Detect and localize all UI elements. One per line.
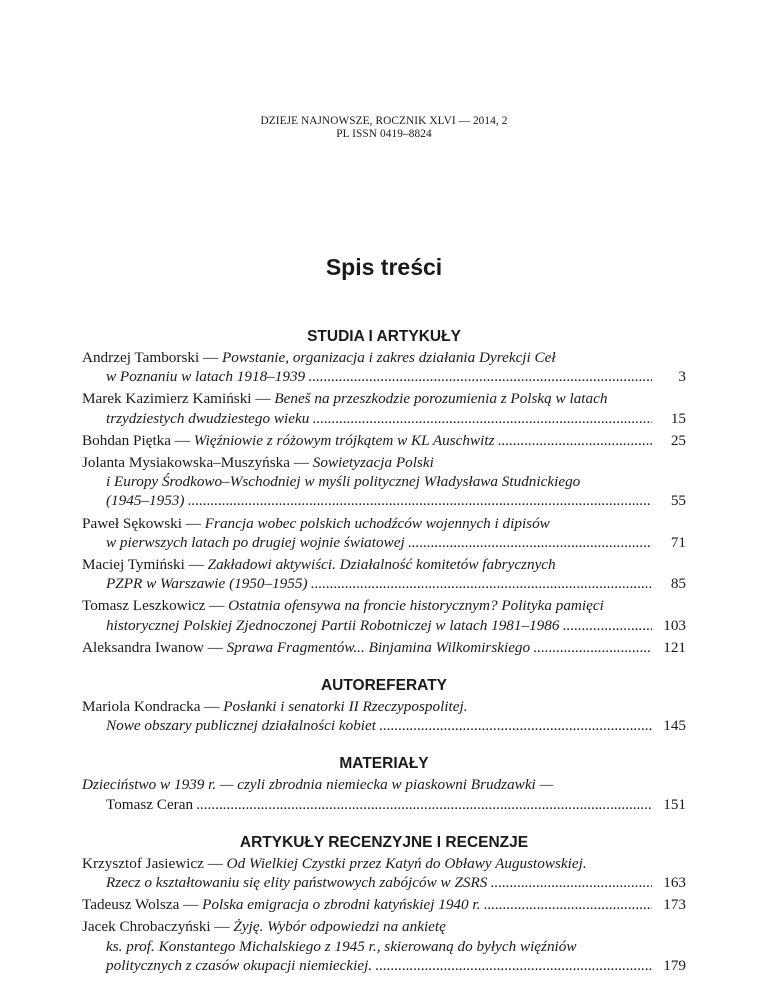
entry-title: Beneš na przeszkodzie porozumienia z Polską w latach <box>274 390 608 408</box>
dot-leader <box>375 956 652 975</box>
dot-leader <box>311 574 652 593</box>
page-number: 85 <box>670 575 686 593</box>
entry-line <box>82 638 686 657</box>
entry-author: Tadeusz Wolsza — <box>82 896 203 914</box>
dot-leader <box>497 431 652 450</box>
toc-entry <box>82 697 686 735</box>
toc-entry <box>82 348 686 386</box>
entry-author: Maciej Tymiński — <box>82 556 208 574</box>
running-head <box>0 115 768 141</box>
section-heading: ARTYKUŁY RECENZYJNE I RECENZJE <box>239 833 529 851</box>
entry-line <box>82 917 686 936</box>
entry-text <box>82 775 553 794</box>
entry-line <box>82 389 686 408</box>
toc-entry <box>82 917 686 975</box>
entry-title: Zakładowi aktywiści. Działalność komitetów fabrycznych <box>207 556 556 574</box>
toc-entry <box>82 638 686 657</box>
dot-leader <box>312 409 652 428</box>
entry-title: (1945–1953) <box>106 492 185 510</box>
page-number: 179 <box>663 956 686 974</box>
entry-text <box>82 895 480 914</box>
page-number: 121 <box>663 638 686 656</box>
page-number: 163 <box>663 874 686 892</box>
entry-line <box>82 472 686 491</box>
issn-line: PL ISSN 0419–8824 <box>336 128 432 140</box>
entry-text <box>82 453 434 472</box>
entry-line <box>82 431 686 450</box>
entry-line <box>82 348 686 367</box>
entry-text <box>82 514 550 533</box>
entry-line <box>82 873 686 892</box>
section-heading: STUDIA I ARTYKUŁY <box>307 328 461 345</box>
entry-text <box>82 697 468 716</box>
dot-leader <box>379 716 652 735</box>
toc-entry <box>82 854 686 892</box>
entry-line <box>82 775 686 794</box>
entry-author: Marek Kazimierz Kamiński — <box>82 390 275 408</box>
toc-entry <box>82 775 686 813</box>
dot-leader <box>196 795 652 814</box>
entry-line <box>82 491 686 510</box>
entry-line <box>82 616 686 635</box>
entry-line <box>82 533 686 552</box>
entry-line <box>82 937 686 956</box>
entry-text <box>106 533 405 552</box>
toc-section <box>82 677 686 735</box>
entry-title: w pierwszych latach po drugiej wojnie światowej <box>106 533 405 551</box>
entry-text <box>106 795 193 814</box>
entry-text <box>106 472 580 491</box>
dot-leader <box>490 873 652 892</box>
toc-entry <box>82 389 686 427</box>
page-number: 71 <box>670 533 686 551</box>
page-number: 25 <box>670 431 686 449</box>
entry-text <box>106 574 308 593</box>
entry-title: Powstanie, organizacja i zakres działania Dyrekcji Ceł <box>221 349 556 366</box>
page-number: 145 <box>663 717 686 735</box>
entry-text <box>82 348 556 367</box>
entry-line <box>82 716 686 735</box>
entry-title: Dzieciństwo w 1939 r. — czyli zbrodnia niemiecka w piaskowni Brudzawki — <box>82 776 554 794</box>
toc-entry <box>82 514 686 552</box>
section-heading: MATERIAŁY <box>339 755 429 773</box>
entry-line <box>82 574 686 593</box>
page-number: 55 <box>670 492 686 510</box>
entry-title: trzydziestych dwudziestego wieku <box>106 409 310 427</box>
toc-section <box>82 755 686 813</box>
entry-title: Francja wobec polskich uchodźców wojennych i dipisów <box>204 514 550 532</box>
entry-author: Tomasz Ceran <box>106 795 194 813</box>
entry-title: Polska emigracja o zbrodni katyńskiej 1940 r. <box>202 896 481 914</box>
page-number: 173 <box>663 896 686 914</box>
page-title: Spis treści <box>325 254 443 280</box>
dot-leader <box>533 638 652 657</box>
entry-title: Ostatnia ofensywa na froncie historycznym? Polityka pamięci <box>228 597 604 615</box>
dot-leader <box>308 367 652 386</box>
entry-text <box>106 616 559 635</box>
entry-author: Paweł Sękowski — <box>82 514 205 532</box>
entry-title: Rzecz o kształtowaniu się elity państwowych zabójców w ZSRS <box>106 874 488 892</box>
entry-title: Sprawa Fragmentów... Binjamina Wilkomirskiego <box>226 638 531 656</box>
entry-text <box>106 937 577 956</box>
entry-title: ks. prof. Konstantego Michalskiego z 1945 r., skierowaną do byłych więźniów <box>106 937 577 955</box>
entry-text <box>106 367 305 386</box>
dot-leader <box>562 616 652 635</box>
entry-line <box>82 409 686 428</box>
entry-text <box>82 431 494 450</box>
dot-leader <box>408 533 652 552</box>
toc-entry <box>82 895 686 914</box>
entry-line <box>82 795 686 814</box>
entry-title: politycznych z czasów okupacji niemieckiej. <box>106 956 373 974</box>
journal-line: DZIEJE NAJNOWSZE, ROCZNIK XLVI — 2014, 2 <box>260 115 508 127</box>
entry-author: Andrzej Tamborski — <box>82 349 222 366</box>
table-of-contents <box>82 328 686 978</box>
dot-leader <box>187 491 652 510</box>
toc-entry <box>82 596 686 634</box>
dot-leader <box>483 895 652 914</box>
entry-title: Sowietyzacja Polski <box>312 454 434 472</box>
entry-title: Żyję. Wybór odpowiedzi na ankietę <box>233 918 446 936</box>
entry-author: Aleksandra Iwanow — <box>82 638 227 656</box>
toc-section <box>82 328 686 657</box>
entry-text <box>106 491 184 510</box>
entry-title: w Poznaniu w latach 1918–1939 <box>106 368 306 386</box>
entry-text <box>82 638 530 657</box>
entry-title: Od Wielkiej Czystki przez Katyń do Obławy Augustowskiej. <box>226 854 587 872</box>
entry-line <box>82 453 686 472</box>
entry-line <box>82 596 686 615</box>
entry-author: Jolanta Mysiakowska–Muszyńska — <box>82 454 313 472</box>
entry-line <box>82 956 686 975</box>
entry-author: Krzysztof Jasiewicz — <box>82 854 227 872</box>
entry-title: PZPR w Warszawie (1950–1955) <box>106 575 308 593</box>
page-number: 3 <box>678 368 686 386</box>
entry-author: Jacek Chrobaczyński — <box>82 918 234 936</box>
entry-text <box>106 956 372 975</box>
entry-author: Bohdan Piętka — <box>82 431 194 449</box>
entry-text <box>82 389 607 408</box>
entry-title: Więźniowie z różowym trójkątem w KL Auschwitz <box>193 431 495 449</box>
entry-line <box>82 555 686 574</box>
page-number: 103 <box>663 616 686 634</box>
page-number: 15 <box>670 409 686 427</box>
toc-entry <box>82 555 686 593</box>
entry-line <box>82 854 686 873</box>
toc-entry <box>82 431 686 450</box>
toc-entry <box>82 453 686 511</box>
entry-line <box>82 895 686 914</box>
entry-title: historycznej Polskiej Zjednoczonej Partii Robotniczej w latach 1981–1986 <box>106 616 560 634</box>
entry-line <box>82 367 686 386</box>
entry-text <box>82 854 587 873</box>
entry-text <box>82 596 604 615</box>
entry-author: Tomasz Leszkowicz — <box>82 597 229 615</box>
entry-line <box>82 697 686 716</box>
entry-title: Nowe obszary publicznej działalności kobiet <box>106 717 376 735</box>
section-heading: AUTOREFERATY <box>320 677 447 695</box>
entry-text <box>106 873 487 892</box>
entry-text <box>82 555 556 574</box>
toc-section <box>82 834 686 975</box>
page-number: 151 <box>663 795 686 813</box>
entry-author: Mariola Kondracka — <box>82 698 224 716</box>
entry-text <box>106 716 376 735</box>
entry-text <box>82 917 446 936</box>
entry-title: i Europy Środkowo–Wschodniej w myśli politycznej Władysława Studnickiego <box>106 473 581 491</box>
entry-title: Posłanki i senatorki II Rzeczypospolitej. <box>223 698 468 716</box>
entry-line <box>82 514 686 533</box>
entry-text <box>106 409 309 428</box>
